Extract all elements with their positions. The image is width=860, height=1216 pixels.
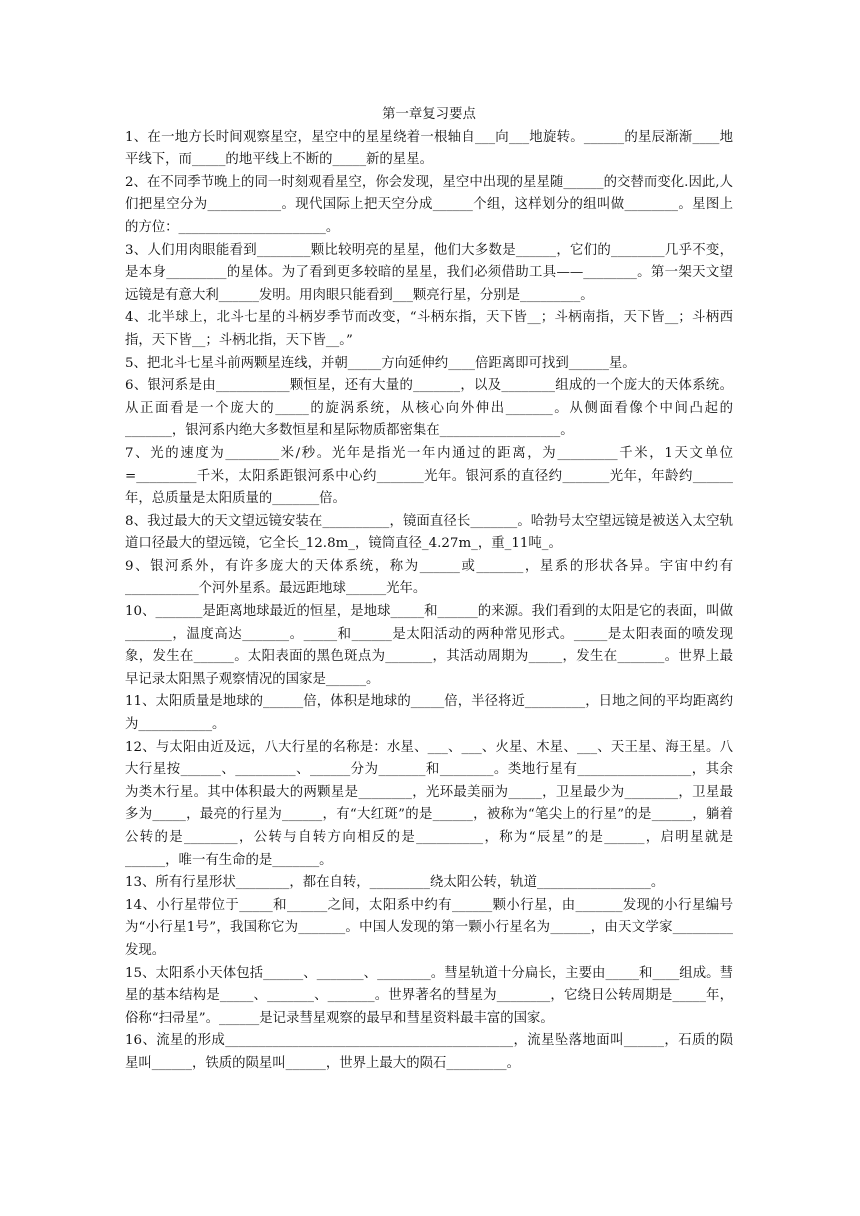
question-4: 4、北半球上，北斗七星的斗柄岁季节而改变，“斗柄东指，天下皆__；斗柄南指，天下皆__；斗柄西指，天下皆__；斗柄北指，天下皆__。” [125,310,733,348]
question-6: 6、银河系是由___________颗恒星，还有大量的_______，以及________组成的一个庞大的天体系统。从正面看是一个庞大的_____的旋涡系统，从核心向外伸出_______。从侧面看像个中间凸起的_______，银河系内绝大多数恒星和星际物质都密集在__________________。 [125,378,733,439]
question-7: 7、光的速度为________米/秒。光年是指光一年内通过的距离，为_________千米，1天文单位=_________千米，太阳系距银河系中心约_______光年。银河系的直径约_______光年，年龄约______年，总质量是太阳质量的_______倍。 [125,445,733,507]
question-1: 1、在一地方长时间观察星空，星空中的星星绕着一根轴自___向___地旋转。______的星辰渐渐____地平线下，而_____的地平线上不断的_____新的星星。 [125,129,733,168]
page-title: 第一章复习要点 [382,107,476,122]
question-5: 5、把北斗七星斗前两颗星连线，并朝_____方向延伸约____倍距离即可找到______星。 [125,355,636,371]
question-13: 13、所有行星形状________，都在自转，_________绕太阳公转，轨道_________________。 [125,875,665,891]
question-15: 15、太阳系小天体包括______、_______、________。彗星轨道十分扁长，主要由_____和____组成。彗星的基本结构是_____、_______、_______。世界著名的彗星为________，它绕日公转周期是_____年，俗称“扫帚星”。______是记录彗星观察的最早和彗星资料最丰富的国家。 [125,965,733,1026]
question-8: 8、我过最大的天文望远镜安装在__________，镜面直径长_______。哈勃号太空望远镜是被送入太空轨道口径最大的望远镜，它全长_12.8m_，镜筒直径_4.27m_，重_11吨_。 [125,513,733,552]
question-9: 9、银河系外，有许多庞大的天体系统，称为______或_______，星系的形状各异。宇宙中约有___________个河外星系。最远距地球______光年。 [125,558,733,597]
question-2: 2、在不同季节晚上的同一时刻观看星空，你会发现，星空中出现的星星随______的交替而变化.因此,人们把星空分为___________。现代国际上把天空分成______个组，这样划分的组叫做________。星图上的方位：______________________。 [125,174,733,235]
question-12: 12、与太阳由近及远，八大行星的名称是：水星、___、___、火星、木星、___、天王星、海王星。八大行星按______、_________、______分为_______和________。类地行星有_________________，其余为类木行星。其中体积最大的两颗星是________，光环最美丽为_____，卫星最少为________，卫星最多为_____，最亮的行星为______，有“大红斑”的是______，被称为“笔尖上的行星”的是______，躺着公转的是________，公转与自转方向相反的是__________，称为“辰星”的是______，启明星就是______，唯一有生命的是_______。 [125,739,733,868]
question-16: 16、流星的形成___________________________________________，流星坠落地面叫______，石质的陨星叫______，铁质的陨星叫______，世界上最大的陨石_________。 [125,1033,733,1071]
question-10: 10、_______是距离地球最近的恒星，是地球_____和______的来源。我们看到的太阳是它的表面，叫做_______，温度高达_______。_____和______是太阳活动的两种常见形式。_____是太阳表面的喷发现象，发生在______。太阳表面的黑色斑点为_______，其活动周期为_____，发生在_______。世界上最早记录太阳黑子观察情况的国家是______。 [125,604,733,687]
worksheet-page [125,104,733,1076]
question-3: 3、人们用肉眼能看到________颗比较明亮的星星，他们大多数是______，它们的________几乎不变，是本身_________的星体。为了看到更多较暗的星星，我们必须借助工具——________。第一架天文望远镜是有意大利______发明。用肉眼只能看到___颗亮行星，分别是_________。 [125,242,733,303]
question-14: 14、小行星带位于_____和______之间，太阳系中约有______颗小行星，由_______发现的小行星编号为“小行星1号”，我国称它为_______。中国人发现的第一颗小行星名为______，由天文学家_________发现。 [125,897,733,958]
question-11: 11、太阳质量是地球的______倍，体积是地球的_____倍，半径将近_________，日地之间的平均距离约为___________。 [125,694,733,733]
